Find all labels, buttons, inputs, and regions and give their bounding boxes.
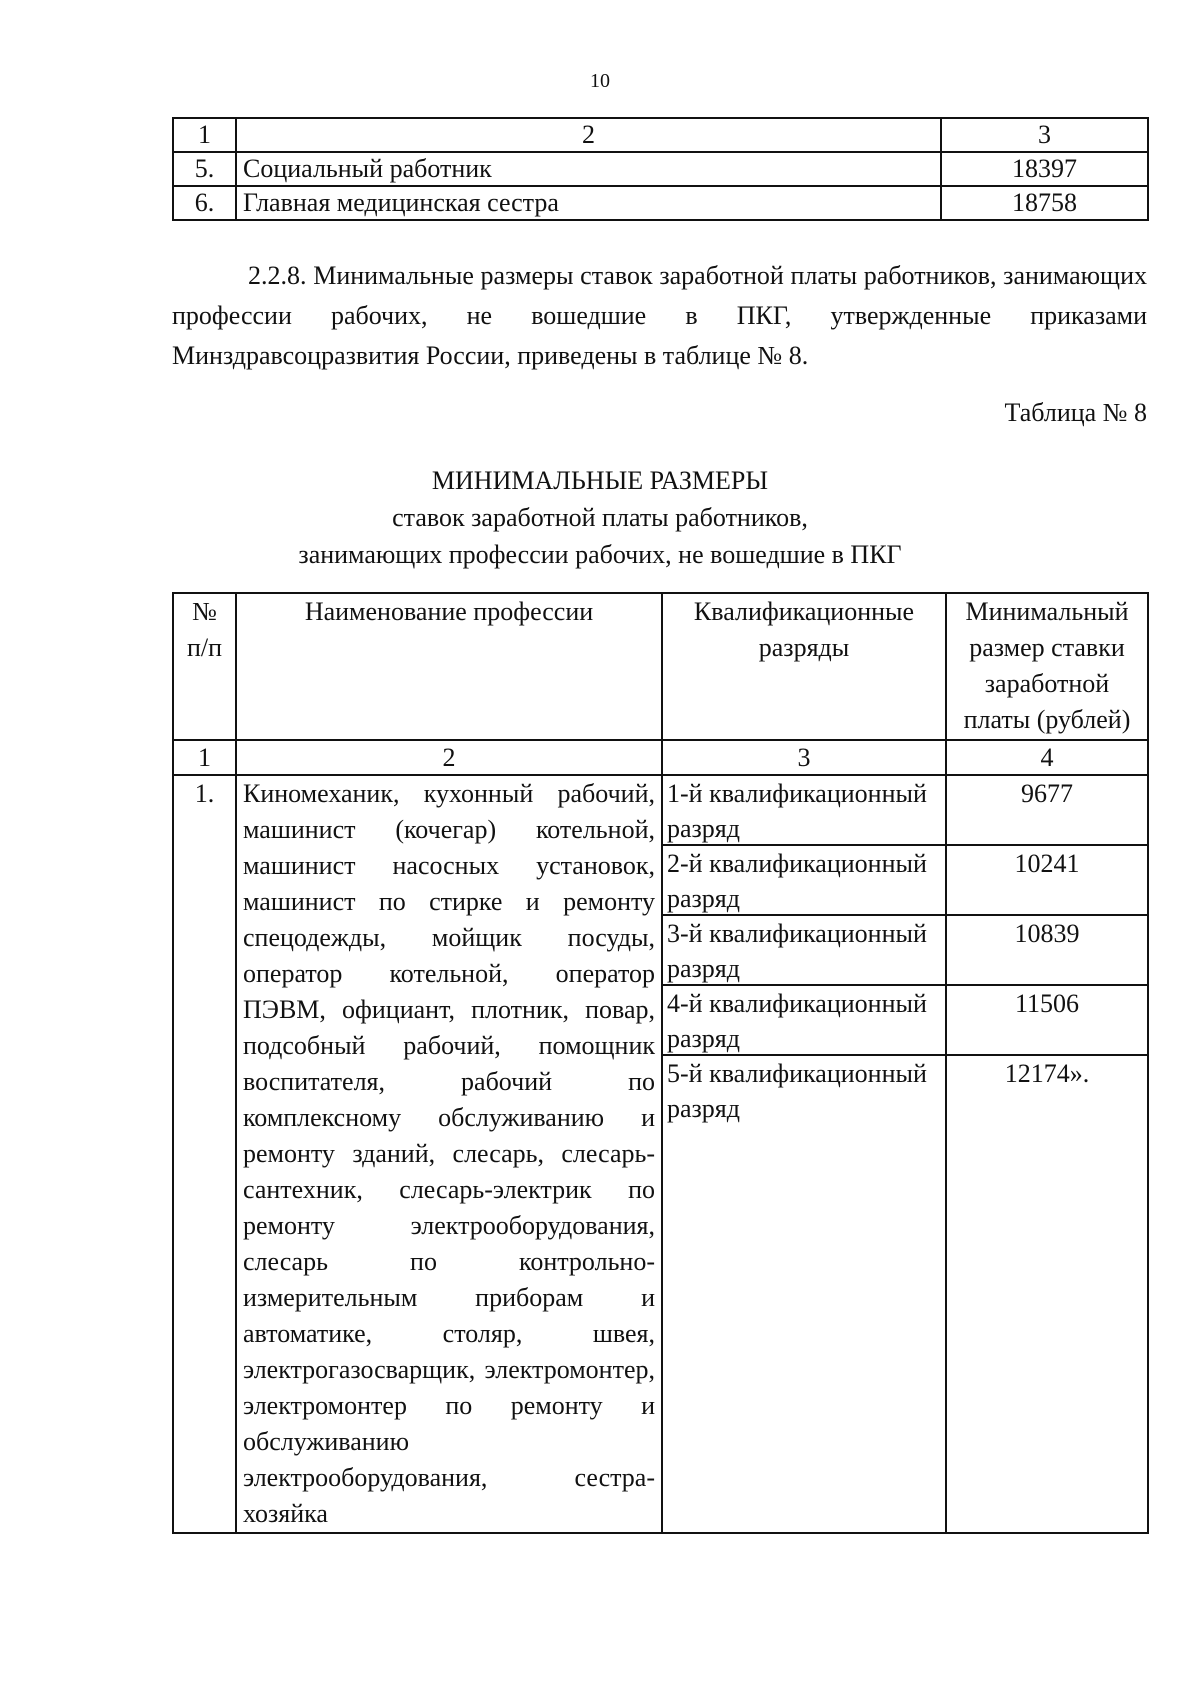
page-number: 10 (590, 70, 610, 92)
body-paragraph: 2.2.8. Минимальные размеры ставок заработной платы работников, занимающих профессии рабочих, не вошедшие в ПКГ, утвержденные приказами Минздравсоцразвития России, приведены в таблице № 8. (172, 261, 1147, 370)
table-row (173, 775, 1148, 1533)
column-number-cell: 3 (941, 118, 1148, 152)
top-table (172, 117, 1149, 221)
table-title-line: ставок заработной платы работников, (392, 503, 808, 532)
rate-value: 12174». (1004, 1059, 1090, 1088)
column-number-cell: 2 (236, 740, 662, 775)
main-table (172, 592, 1149, 1534)
values-cell (946, 775, 1148, 1533)
grade-item: 4-й квалификационный разряд (663, 986, 945, 1056)
grade-item: 1-й квалификационный разряд (663, 776, 945, 846)
column-numbers-row (173, 740, 1148, 775)
rate-value: 9677 (947, 776, 1147, 846)
value-cell: 18397 (941, 152, 1148, 186)
table-header-row (173, 593, 1148, 740)
table-title-line: занимающих профессии рабочих, не вошедшие в ПКГ (298, 540, 902, 569)
grade-item: 2-й квалификационный разряд (663, 846, 945, 916)
column-number-cell: 4 (946, 740, 1148, 775)
grade-item: 3-й квалификационный разряд (663, 916, 945, 986)
grades-cell (662, 775, 946, 1533)
table-row (173, 186, 1148, 220)
table-row (173, 152, 1148, 186)
grade-item: 5-й квалификационный разряд (667, 1059, 927, 1123)
position-name-cell: Социальный работник (236, 152, 941, 186)
header-grades: Квалификационные разряды (662, 593, 946, 740)
table-header-row (173, 118, 1148, 152)
rate-value: 10839 (947, 916, 1147, 986)
row-number-cell: 5. (173, 152, 236, 186)
profession-list-cell: Киномеханик, кухонный рабочий, машинист (кочегар) котельной, машинист насосных установок, машинист по стирке и ремонту спецодежды, мойщик посуды, оператор котельной, оператор ПЭВМ, официант, плотник, повар, подсобный рабочий, помощник воспитателя, рабочий по комплексному обслуживанию и ремонту зданий, слесарь, слесарь-сантехник, слесарь-электрик по ремонту электрооборудования, слесарь по контрольно-измерительным приборам и автоматике, столяр, швея, электрогазосварщик, электромонтер, электромонтер по ремонту и обслуживанию электрооборудования, сестра-хозяйка (236, 775, 662, 1533)
rate-value: 10241 (947, 846, 1147, 916)
rate-value: 11506 (947, 986, 1147, 1056)
header-min-rate: Минимальный размер ставки заработной платы (рублей) (946, 593, 1148, 740)
column-number-cell: 2 (236, 118, 941, 152)
table-caption: Таблица № 8 (1004, 398, 1147, 427)
column-number-cell: 1 (173, 740, 236, 775)
header-num: № п/п (173, 593, 236, 740)
column-number-cell: 1 (173, 118, 236, 152)
row-number-cell: 6. (173, 186, 236, 220)
table-title-line: МИНИМАЛЬНЫЕ РАЗМЕРЫ (431, 466, 769, 495)
value-cell: 18758 (941, 186, 1148, 220)
position-name-cell: Главная медицинская сестра (236, 186, 941, 220)
header-profession: Наименование профессии (236, 593, 662, 740)
column-number-cell: 3 (662, 740, 946, 775)
table-title (0, 462, 1200, 573)
row-number-cell: 1. (173, 775, 236, 1533)
